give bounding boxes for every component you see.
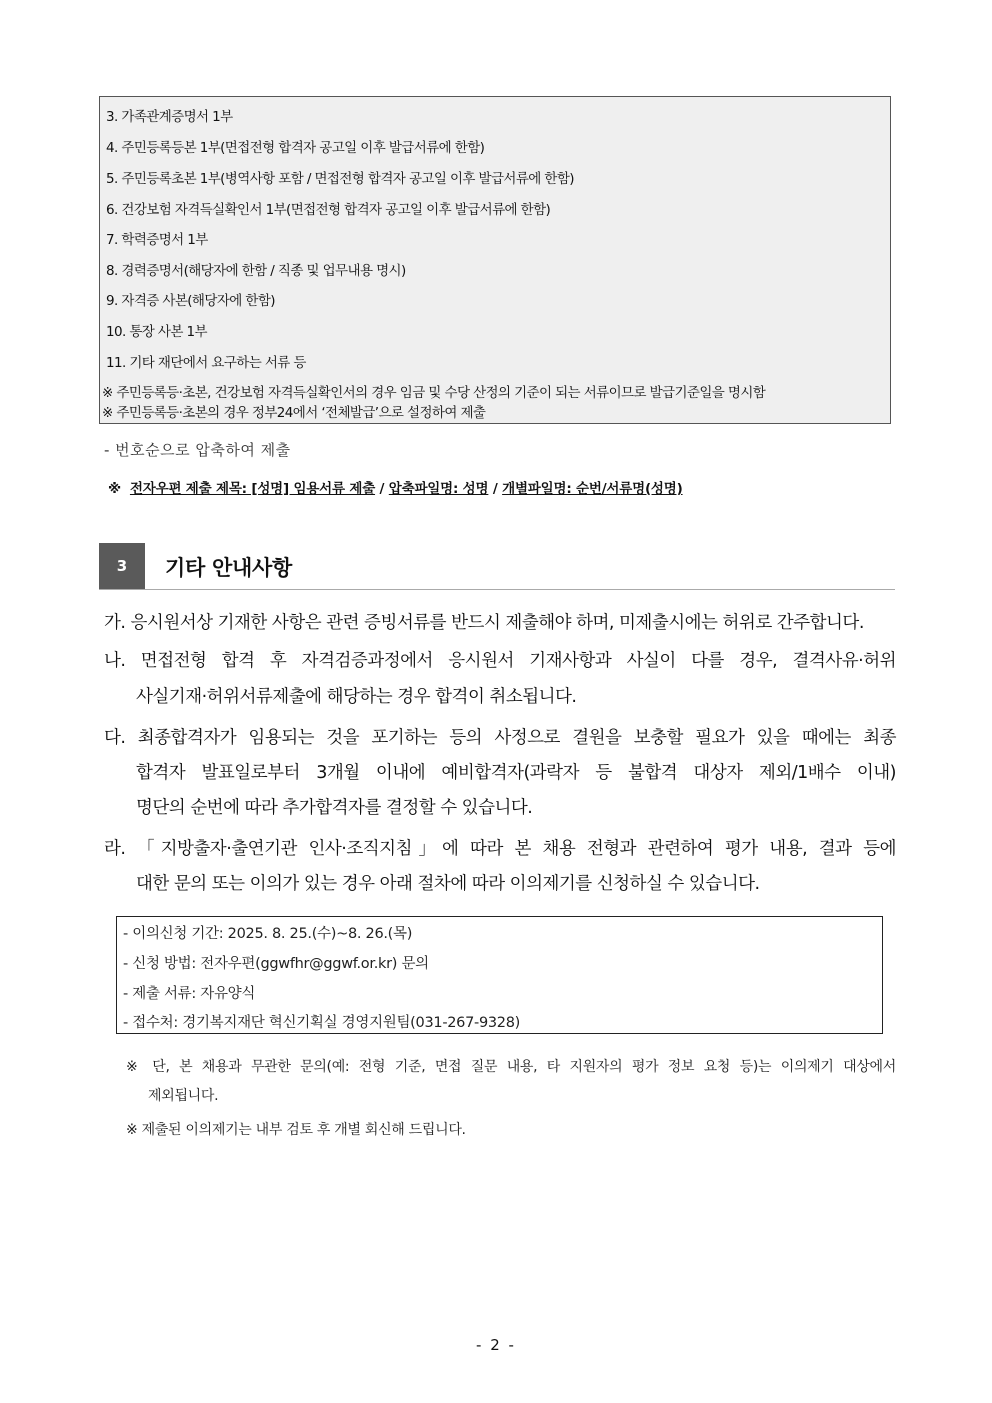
document-item: 11. 기타 재단에서 요구하는 서류 등: [106, 355, 306, 371]
separator: /: [492, 481, 498, 497]
compress-instruction: - 번호순으로 압축하여 제출: [104, 441, 291, 459]
page-number: - 2 -: [476, 1336, 516, 1354]
paragraph-ra-line2: 대한 문의 또는 이의가 있는 경우 아래 절차에 따라 이의제기를 신청하실 수 있습니다.: [136, 874, 760, 894]
separator: /: [379, 481, 385, 497]
document-item: 4. 주민등록등본 1부(면접전형 합격자 공고일 이후 발급서류에 한함): [106, 140, 485, 156]
footnote-unrelated-inquiry: ※ 단, 본 채용과 무관한 문의(예: 전형 기준, 면접 질문 내용, 타 지원자의 평가 정보 요청 등)는 이의제기 대상에서: [126, 1059, 896, 1075]
appeal-period: - 이의신청 기간: 2025. 8. 25.(수)~8. 26.(목): [123, 926, 413, 942]
paragraph-da-line1: 다. 최종합격자가 임용되는 것을 포기하는 등의 사정으로 결원을 보충할 필요가 있을 때에는 최종: [104, 728, 896, 748]
appeal-documents: - 제출 서류: 자유양식: [123, 986, 256, 1002]
document-item: 6. 건강보험 자격득실확인서 1부(면접전형 합격자 공고일 이후 발급서류에 한함): [106, 202, 551, 218]
appeal-info-box: [116, 916, 883, 1034]
section-title: 기타 안내사항: [165, 556, 292, 580]
document-item: 3. 가족관계증명서 1부: [106, 109, 233, 125]
document-item: 10. 통장 사본 1부: [106, 324, 207, 340]
document-item: 5. 주민등록초본 1부(병역사항 포함 / 면접전형 합격자 공고일 이후 발급서류에 한함): [106, 171, 574, 187]
paragraph-ga: 가. 응시원서상 기재한 사항은 관련 증빙서류를 반드시 제출해야 하며, 미제출시에는 허위로 간주합니다.: [104, 613, 864, 633]
section-header: [99, 543, 895, 590]
email-submission-rule: [108, 477, 683, 497]
email-subject-rule: 전자우편 제출 제목: [성명] 임용서류 제출: [129, 481, 376, 497]
document-item: 7. 학력증명서 1부: [106, 232, 208, 248]
paragraph-na-line2: 사실기재·허위서류제출에 해당하는 경우 합격이 취소됩니다.: [136, 687, 577, 707]
archive-name-rule: 압축파일명: 성명: [388, 481, 489, 497]
document-item: 9. 자격증 사본(해당자에 한함): [106, 293, 275, 309]
paragraph-na-line1: 나. 면접전형 합격 후 자격검증과정에서 응시원서 기재사항과 사실이 다를 경우, 결격사유·허위: [104, 651, 896, 671]
footnote-unrelated-inquiry-cont: 제외됩니다.: [148, 1088, 219, 1104]
documents-list-box: [99, 96, 891, 424]
appeal-contact: - 접수처: 경기복지재단 혁신기획실 경영지원팀(031-267-9328): [123, 1015, 521, 1031]
document-item: 8. 경력증명서(해당자에 한함 / 직종 및 업무내용 명시): [106, 263, 406, 279]
paragraph-da-line3: 명단의 순번에 따라 추가합격자를 결정할 수 있습니다.: [136, 798, 533, 818]
note-mark: ※: [108, 481, 121, 497]
appeal-method: - 신청 방법: 전자우편(ggwfhr@ggwf.or.kr) 문의: [123, 956, 429, 972]
document-note: ※ 주민등록등·초본, 건강보험 자격득실확인서의 경우 임금 및 수당 산정의 기준이 되는 서류이므로 발급기준일을 명시함: [102, 385, 766, 401]
file-name-rule: 개별파일명: 순번/서류명(성명): [502, 481, 683, 497]
document-note: ※ 주민등록등·초본의 경우 정부24에서 ‘전체발급’으로 설정하여 제출: [102, 405, 486, 421]
section-number: 3: [99, 543, 145, 589]
paragraph-ra-line1: 라. 「지방출자·출연기관 인사·조직지침」에 따라 본 채용 전형과 관련하여 평가 내용, 결과 등에: [104, 839, 896, 859]
footnote-reply: ※ 제출된 이의제기는 내부 검토 후 개별 회신해 드립니다.: [126, 1122, 466, 1138]
paragraph-da-line2: 합격자 발표일로부터 3개월 이내에 예비합격자(과락자 등 불합격 대상자 제외/1배수 이내): [136, 763, 896, 783]
